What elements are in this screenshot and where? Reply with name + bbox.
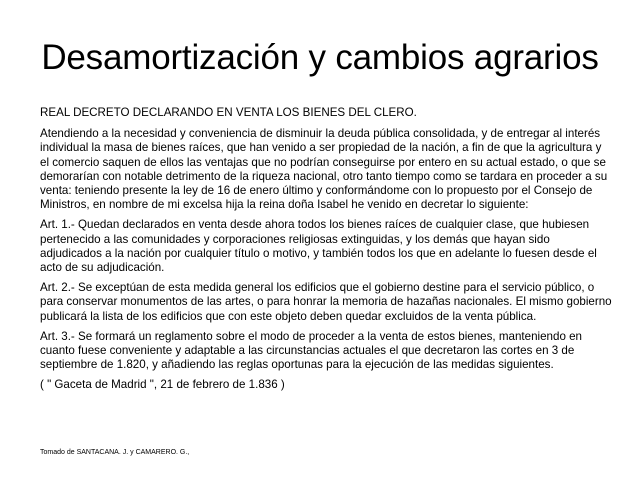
decree-heading: REAL DECRETO DECLARANDO EN VENTA LOS BIENES DEL CLERO. bbox=[40, 106, 417, 119]
citation: ( " Gaceta de Madrid ", 21 de febrero de 1.836 ) bbox=[40, 378, 285, 392]
article-3: Art. 3.- Se formará un reglamento sobre el modo de proceder a la venta de estos bienes, manteniendo en cuanto fuese conveniente y adaptable a las circunstancias actuales el que decretaron las cortes en 3 de septiembre de 1.820, y añadiendo las reglas oportunas para la ejecución de las medidas siguientes. bbox=[40, 329, 583, 372]
article-2: Art. 2.- Se exceptúan de esta medida general los edificios que el gobierno destine para el servicio público, o para conservar monumentos de las artes, o para honrar la memoria de hazañas nacionales. El mismo gobierno publicará la lista de los edificios que con este objeto deben quedar excluidos de la venta pública. bbox=[40, 281, 612, 323]
article-1: Art. 1.- Quedan declarados en venta desde ahora todos los bienes raíces de cualquier clase, que hubiesen pertenecido a las comunidades y corporaciones religiosas extinguidas, y los demás que hayan sido adjudicados a la nación por cualquier título o motivo, y también todos los que en adelante lo fuesen desde el acto de su adjudicación. bbox=[40, 218, 597, 275]
decree-preamble: Atendiendo a la necesidad y conveniencia de disminuir la deuda pública consolidada, y de entregar al interés individual la masa de bienes raíces, que han venido a ser propiedad de la nación, a fin de que la agricultura y el comercio saquen de ellos las ventajas que no podrían conseguirse por entero en su actual estado, o que se demorarían con notable detrimento de la riqueza nacional, otro tanto tiempo como se tardara en proceder a su venta: teniendo presente la ley de 16 de enero último y conformándome con lo propuesto por el Consejo de Ministros, en nombre de mi excelsa hija la reina doña Isabel he venido en decretar lo siguiente: bbox=[40, 127, 608, 212]
slide-title: Desamortización y cambios agrarios bbox=[41, 38, 599, 77]
source-credit: Tomado de SANTACANA. J. y CAMARERO. G., bbox=[40, 449, 190, 456]
decree-text bbox=[40, 106, 612, 399]
